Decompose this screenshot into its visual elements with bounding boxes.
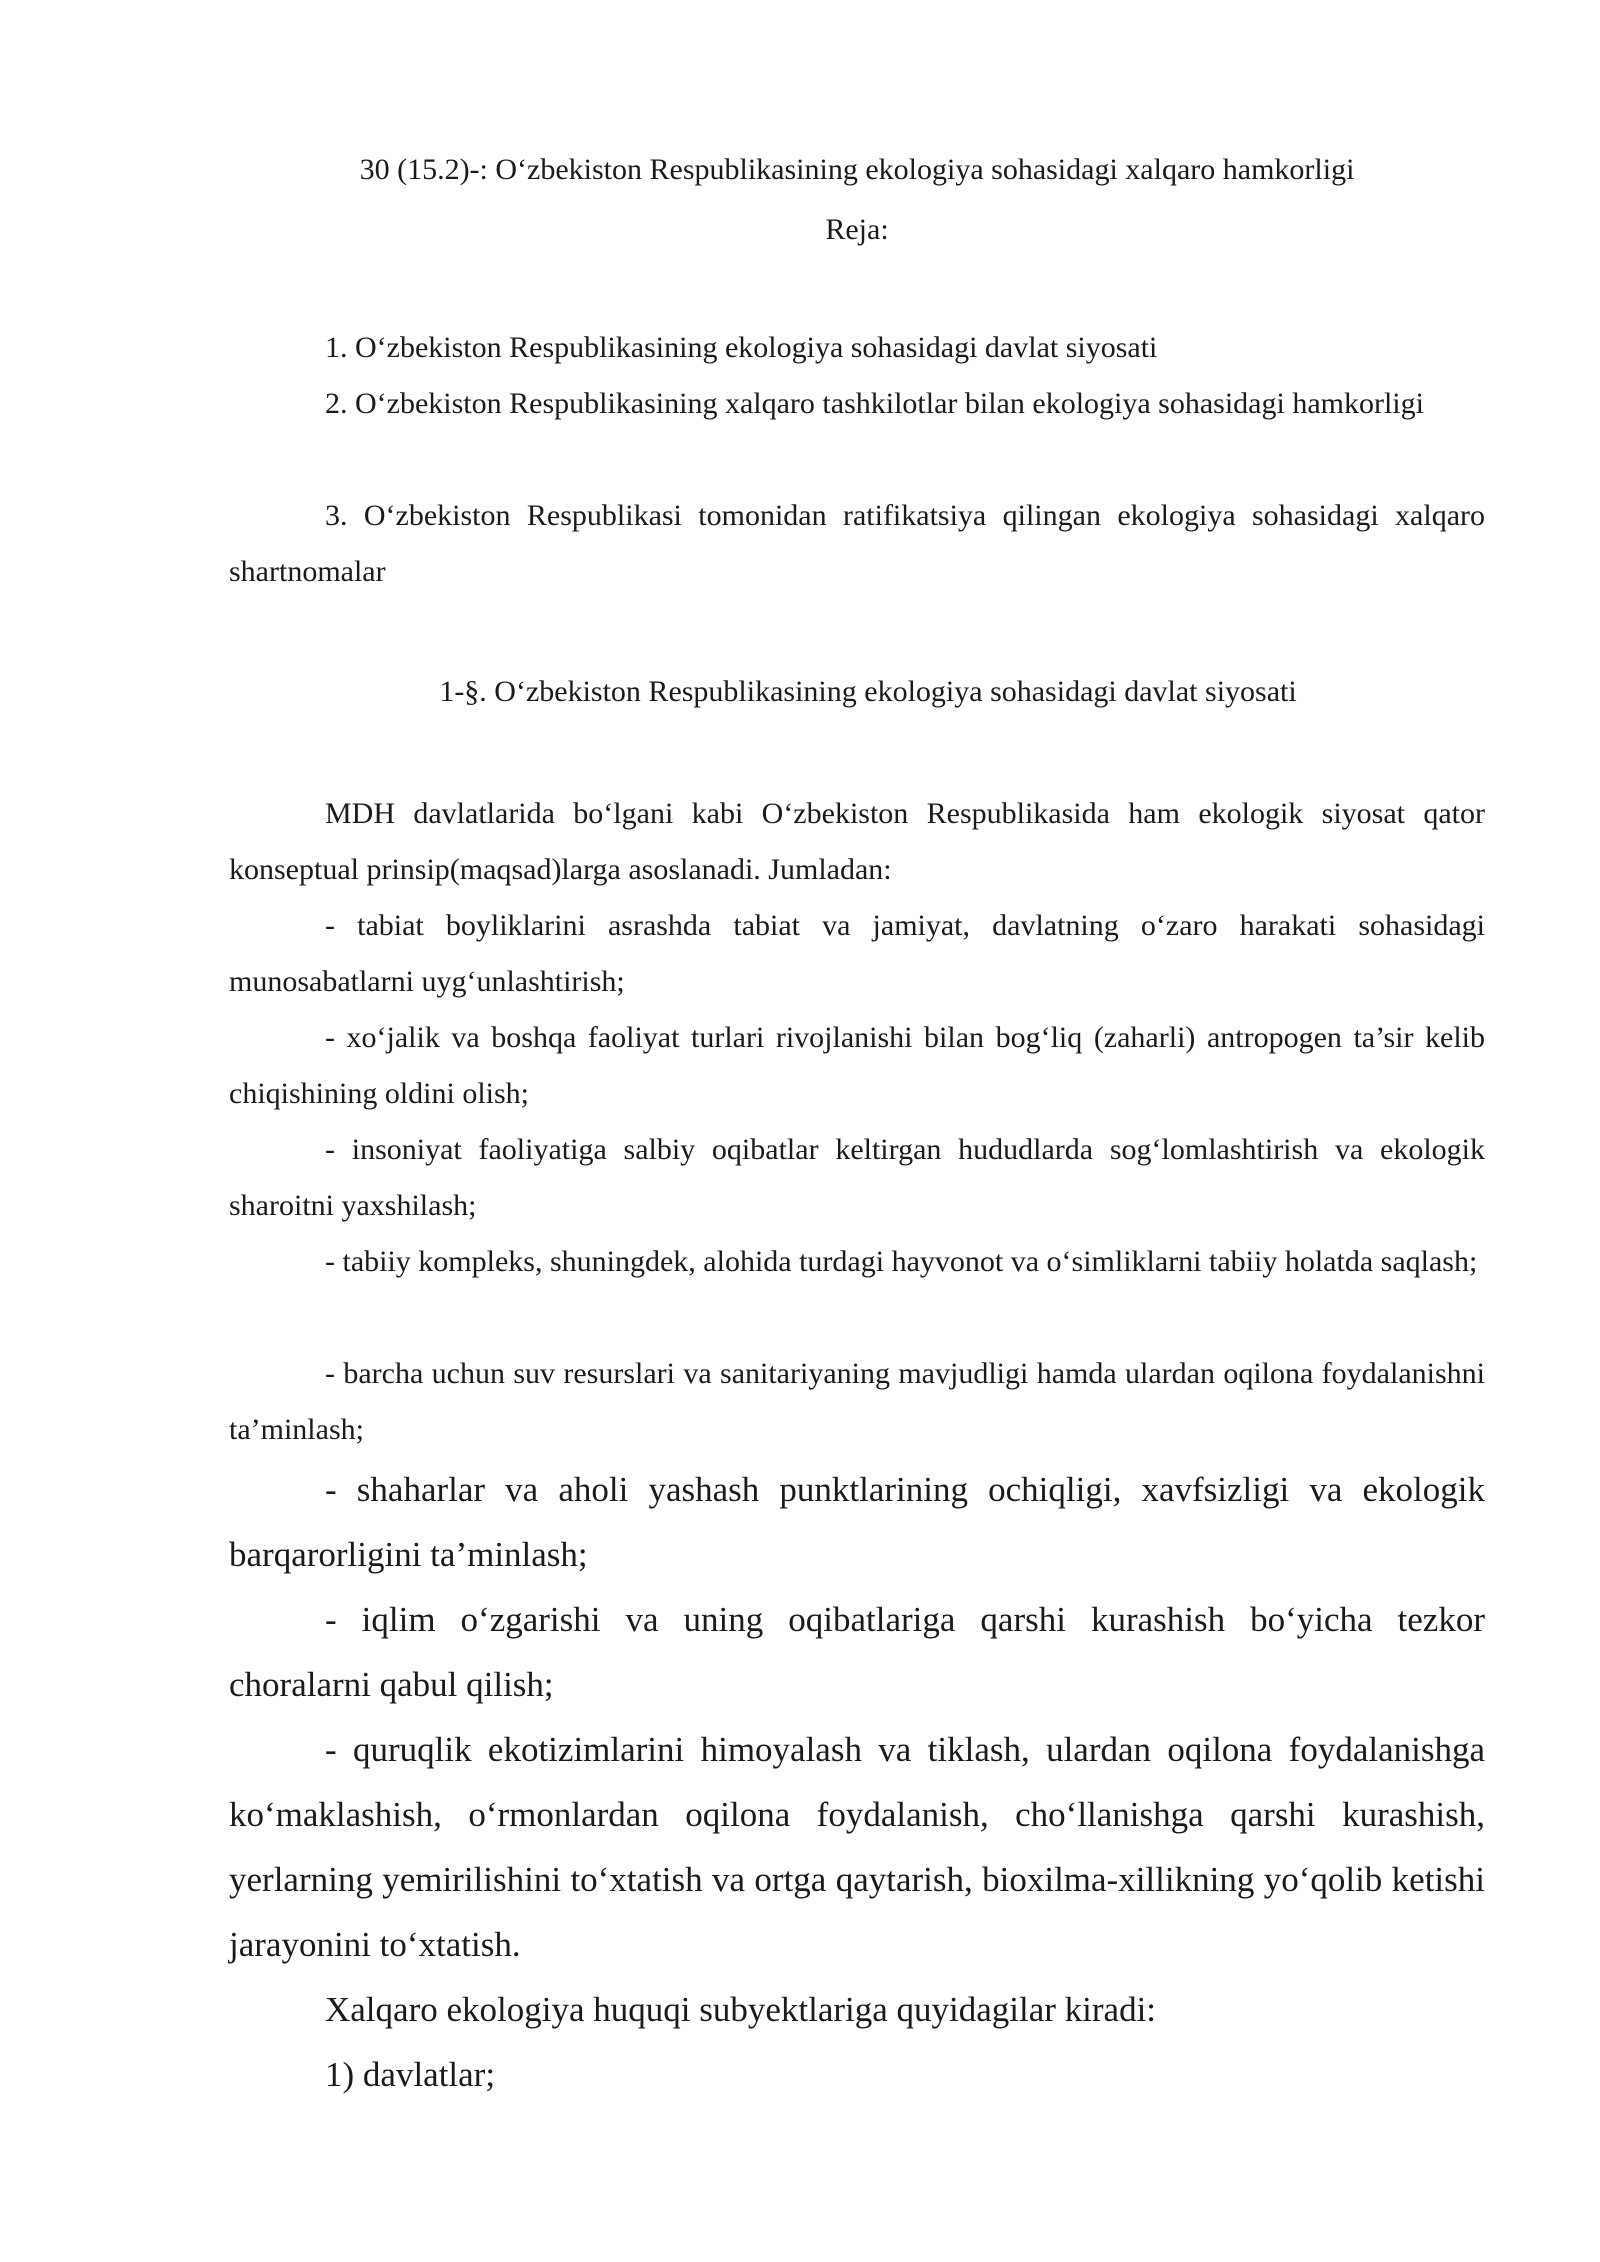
plan-item: 1. O‘zbekiston Respublikasining ekologiya sohasidagi davlat siyosati <box>325 331 1158 364</box>
principle-item: - tabiiy kompleks, shuningdek, alohida turdagi hayvonot va o‘simliklarni tabiiy holatda saqlash; <box>325 1245 1478 1278</box>
plan-label: Reja: <box>825 213 889 246</box>
principle-item: - barcha uchun suv resurslari va sanitariyaning mavjudligi hamda ulardan oqilona foydalanishni ta’minlash; <box>229 1357 1485 1446</box>
principle-item: - quruqlik ekotizimlarini himoyalash va tiklash, ulardan oqilona foydalanishga ko‘maklashish, o‘rmonlardan oqilona foydalanish, cho‘llanishga qarshi kurashish, yerlarning yemirilishini to‘xtatish va ortga qaytarish, bioxilma-xillikning yo‘qolib ketishi jarayonini to‘xtatish. <box>229 1730 1485 1964</box>
principle-item: - xo‘jalik va boshqa faoliyat turlari rivojlanishi bilan bog‘liq (zaharli) antropogen ta’sir kelib chiqishining oldini olish; <box>229 1021 1485 1110</box>
principle-item: - iqlim o‘zgarishi va uning oqibatlariga qarshi kurashish bo‘yicha tezkor choralarni qabul qilish; <box>229 1600 1485 1704</box>
subject-item: 1) davlatlar; <box>325 2055 496 2094</box>
section-heading: 1-§. O‘zbekiston Respublikasining ekologiya sohasidagi davlat siyosati <box>439 675 1297 708</box>
principle-item: - shaharlar va aholi yashash punktlarining ochiqligi, xavfsizligi va ekologik barqarorligini ta’minlash; <box>229 1470 1485 1574</box>
document-title: 30 (15.2)-: O‘zbekiston Respublikasining ekologiya sohasidagi xalqaro hamkorligi <box>359 153 1355 186</box>
plan-item: 3. O‘zbekiston Respublikasi tomonidan ratifikatsiya qilingan ekologiya sohasidagi xalqaro shartnomalar <box>229 499 1485 588</box>
principle-item: - insoniyat faoliyatiga salbiy oqibatlar keltirgan hududlarda sog‘lomlashtirish va ekologik sharoitni yaxshilash; <box>229 1133 1485 1222</box>
intro-paragraph: MDH davlatlarida bo‘lgani kabi O‘zbekiston Respublikasida ham ekologik siyosat qator konseptual prinsip(maqsad)larga asoslanadi. Jumladan: <box>229 797 1485 886</box>
subjects-intro: Xalqaro ekologiya huquqi subyektlariga quyidagilar kiradi: <box>325 1990 1157 2029</box>
plan-item: 2. O‘zbekiston Respublikasining xalqaro tashkilotlar bilan ekologiya sohasidagi hamkorligi <box>325 387 1424 420</box>
principle-item: - tabiat boyliklarini asrashda tabiat va jamiyat, davlatning o‘zaro harakati sohasidagi munosabatlarni uyg‘unlashtirish; <box>229 909 1485 998</box>
